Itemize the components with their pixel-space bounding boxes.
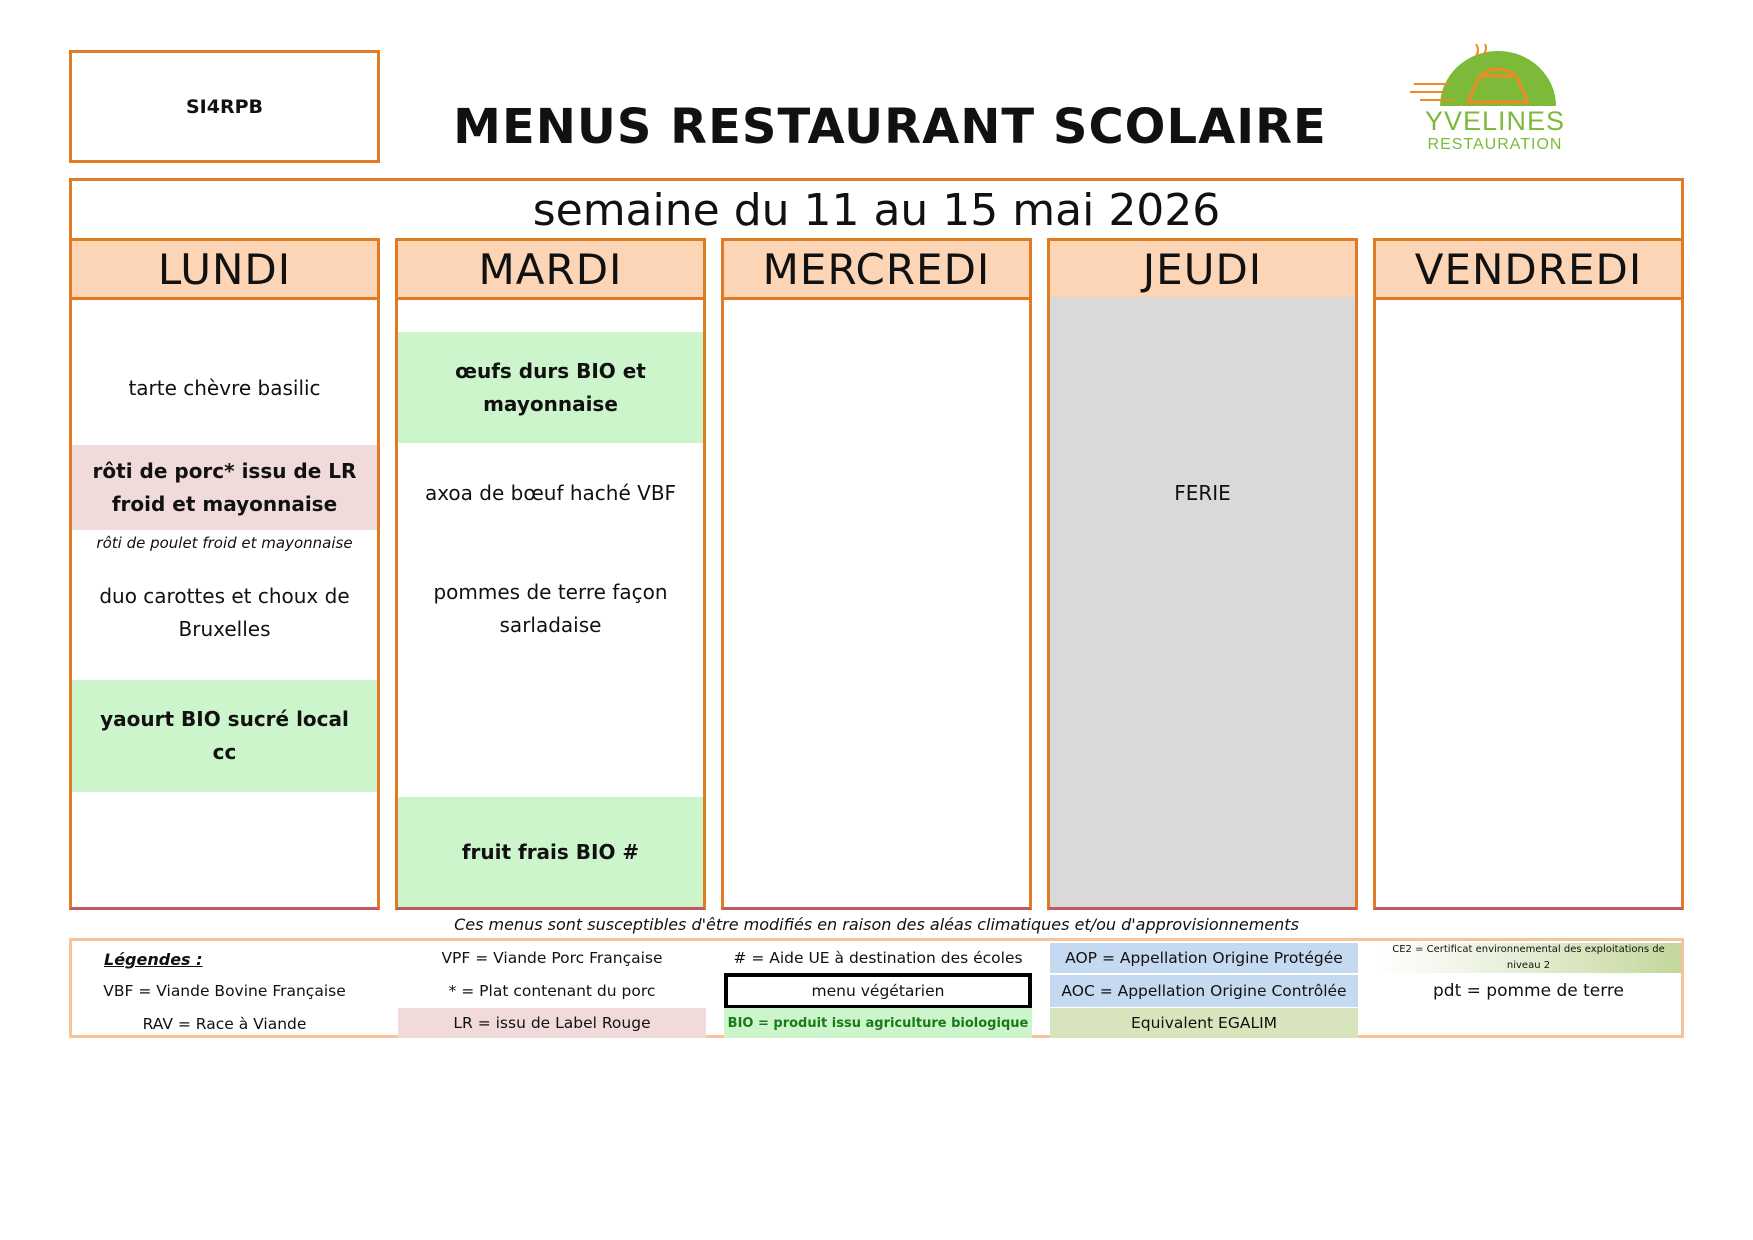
legend-aoc: AOC = Appellation Origine Contrôlée [1050, 975, 1358, 1007]
day-column-mercredi [721, 297, 1032, 910]
legend-ue: # = Aide UE à destination des écoles [733, 949, 1023, 967]
dessert: fruit frais BIO # [398, 797, 703, 907]
day-column-vendredi [1373, 297, 1684, 910]
plat: rôti de porc* issu de LR froid et mayonnaise [72, 445, 377, 530]
legend-vbf: VBF = Viande Bovine Française [103, 982, 346, 1000]
entree: œufs durs BIO et mayonnaise [398, 332, 703, 443]
logo-line1: YVELINES [1424, 106, 1566, 136]
legend-lr: LR = issu de Label Rouge [398, 1008, 706, 1038]
day-header-vendredi: VENDREDI [1373, 238, 1684, 300]
logo-line2: RESTAURATION [1427, 136, 1563, 153]
page-title: MENUS RESTAURANT SCOLAIRE [453, 99, 1327, 155]
legend-ce2: CE2 = Certificat environnemental des exploitations de niveau 2 [1376, 943, 1681, 973]
day-column-jeudi [1047, 297, 1358, 910]
day-header-lundi: LUNDI [69, 238, 380, 300]
day-header-jeudi: JEUDI [1047, 238, 1358, 300]
legend-aop: AOP = Appellation Origine Protégée [1050, 943, 1358, 973]
entree: tarte chèvre basilic [128, 376, 321, 400]
legend-pdt: pdt = pomme de terre [1432, 981, 1625, 1001]
legend [69, 938, 1684, 1038]
day-column-lundi [69, 297, 380, 910]
legend-veg: menu végétarien [724, 973, 1032, 1009]
org-code: SI4RPB [185, 95, 263, 118]
legend-egalim: Equivalent EGALIM [1050, 1008, 1358, 1038]
plat: axoa de bœuf haché VBF [424, 480, 677, 505]
day-header-mercredi: MERCREDI [721, 238, 1032, 300]
accompagnement: pommes de terre façon sarladaise [433, 580, 668, 637]
accompagnement: duo carottes et choux de Bruxelles [99, 584, 350, 641]
status-ferie: FERIE [1174, 480, 1231, 505]
day-header-mardi: MARDI [395, 238, 706, 300]
laitage: yaourt BIO sucré local cc [72, 680, 377, 792]
legend-bio: BIO = produit issu agriculture biologique [724, 1008, 1032, 1038]
legend-rav: RAV = Race à Viande [142, 1014, 307, 1033]
org-code-box [69, 50, 380, 163]
day-column-mardi [395, 297, 706, 910]
legend-title: Légendes : [104, 950, 203, 969]
legend-pork: * = Plat contenant du porc [448, 982, 656, 1000]
legend-vpf: VPF = Viande Porc Française [441, 949, 663, 967]
week-banner: semaine du 11 au 15 mai 2026 [69, 178, 1684, 240]
plat-alternatif: rôti de poulet froid et mayonnaise [96, 534, 353, 552]
notice: Ces menus sont susceptibles d'être modifiés en raison des aléas climatiques et/ou d'approvisionnements [454, 914, 1299, 934]
logo [1410, 44, 1580, 156]
